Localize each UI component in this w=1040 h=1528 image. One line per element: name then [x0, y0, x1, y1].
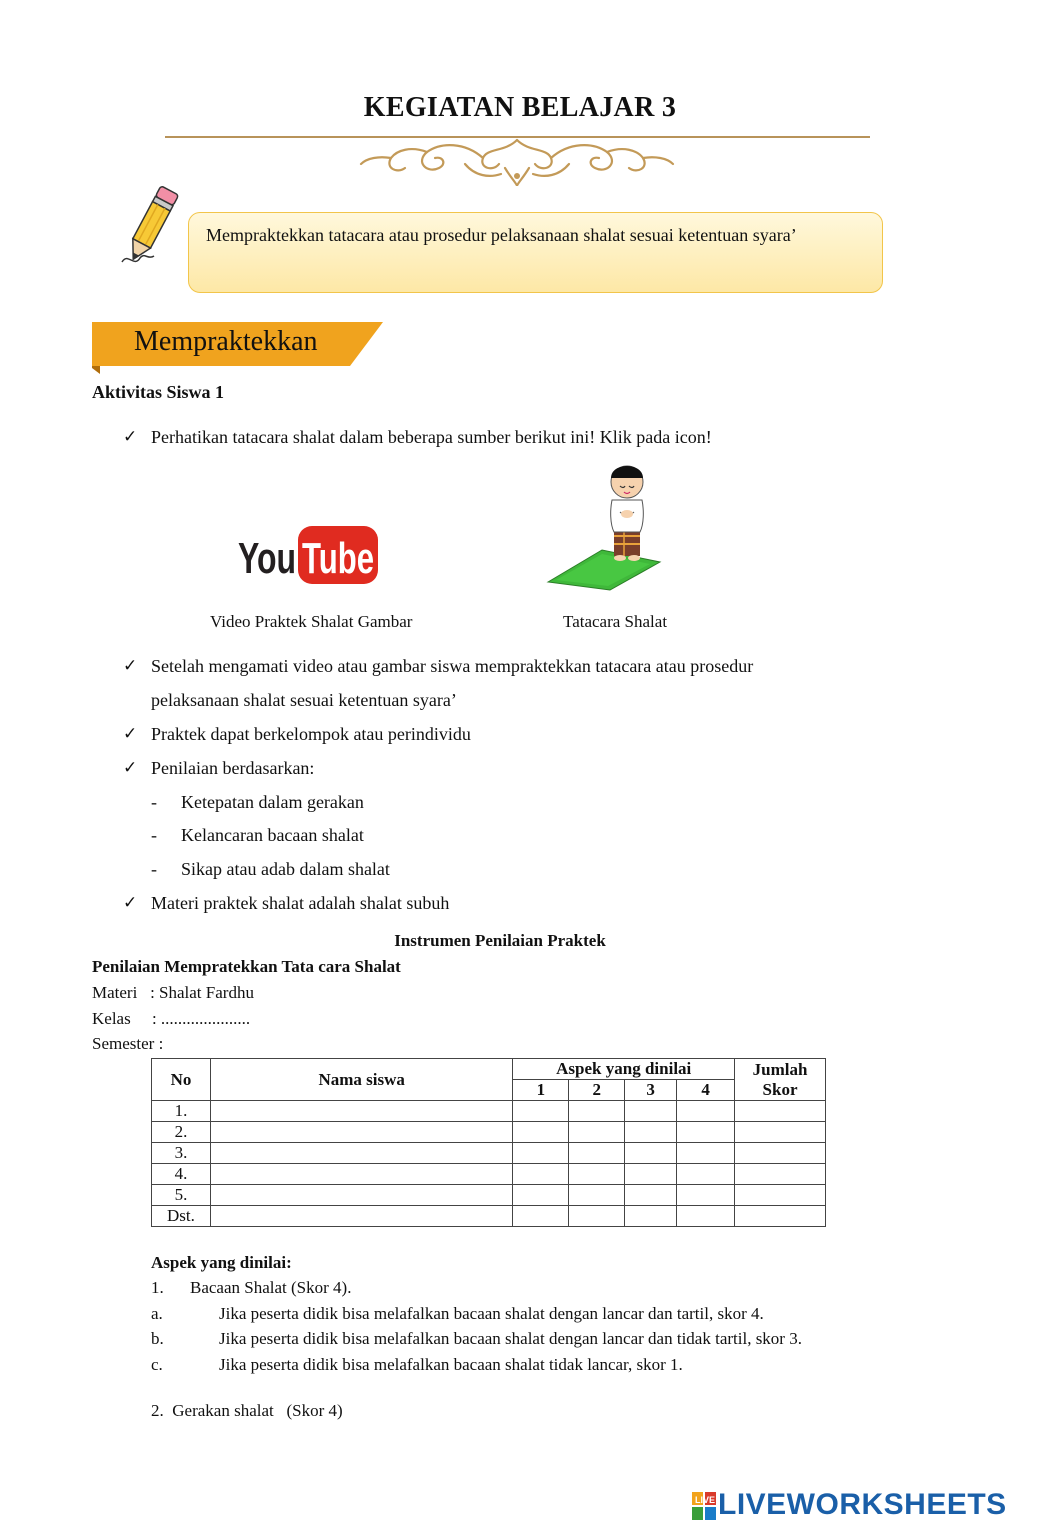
intro-text: Perhatikan tatacara shalat dalam beberapa sumber berikut ini! Klik pada icon!: [151, 427, 712, 447]
row-number: 4.: [152, 1164, 211, 1185]
total-cell[interactable]: [735, 1101, 826, 1122]
score-cell[interactable]: [625, 1101, 677, 1122]
liveworksheets-logo[interactable]: LIVEWORKSHEETS: [718, 1488, 1007, 1521]
page-title: KEGIATAN BELAJAR 3: [363, 92, 677, 123]
aspect-item: Bacaan Shalat (Skor 4).: [190, 1278, 352, 1297]
materi-line: Materi : Shalat Fardhu: [92, 983, 254, 1002]
score-cell[interactable]: [625, 1164, 677, 1185]
total-cell[interactable]: [735, 1122, 826, 1143]
name-cell[interactable]: [210, 1164, 512, 1185]
sub-criterion: Jika peserta didik bisa melafalkan bacaan shalat dengan lancar dan tidak tartil, skor 3.: [219, 1329, 802, 1348]
check-icon: ✓: [123, 724, 138, 743]
table-row: [152, 1101, 826, 1122]
sub-bullet-item: Sikap atau adab dalam shalat: [181, 859, 390, 879]
section-label: Mempraktekkan: [134, 326, 318, 357]
aspects-heading: Aspek yang dinilai:: [151, 1253, 292, 1272]
col-header-total-line2: Skor: [762, 1079, 798, 1099]
aspect-number: 2: [569, 1080, 625, 1101]
name-cell[interactable]: [210, 1143, 512, 1164]
sub-letter: a.: [151, 1304, 163, 1323]
dash-marker: -: [151, 859, 157, 879]
sub-letter: b.: [151, 1329, 164, 1348]
row-number: 3.: [152, 1143, 211, 1164]
sub-bullet-item: Ketepatan dalam gerakan: [181, 792, 364, 812]
dash-marker: -: [151, 792, 157, 812]
media-caption-video: Video Praktek Shalat Gambar: [210, 612, 413, 631]
col-header-name: Nama siswa: [210, 1059, 512, 1101]
col-header-aspect: Aspek yang dinilai: [513, 1059, 735, 1080]
sub-letter: c.: [151, 1355, 163, 1374]
score-table: [151, 1058, 826, 1227]
bullet-item: Setelah mengamati video atau gambar siswa mempraktekkan tatacara atau prosedur: [151, 656, 754, 676]
score-cell[interactable]: [625, 1206, 677, 1227]
score-cell[interactable]: [513, 1143, 569, 1164]
dash-marker: -: [151, 825, 157, 845]
score-cell[interactable]: [513, 1185, 569, 1206]
pencil-icon: [112, 178, 187, 270]
check-icon: ✓: [123, 893, 138, 912]
score-cell[interactable]: [677, 1101, 735, 1122]
table-row: [152, 1122, 826, 1143]
bullet-item: Praktek dapat berkelompok atau perindividu: [151, 724, 471, 744]
score-cell[interactable]: [677, 1185, 735, 1206]
check-icon: ✓: [123, 758, 138, 777]
kelas-line: Kelas : .....................: [92, 1009, 251, 1028]
score-cell[interactable]: [569, 1206, 625, 1227]
aspect-number: 1.: [151, 1278, 164, 1297]
name-cell[interactable]: [210, 1206, 512, 1227]
name-cell[interactable]: [210, 1101, 512, 1122]
score-cell[interactable]: [569, 1101, 625, 1122]
objective-text: Mempraktekkan tatacara atau prosedur pelaksanaan shalat sesuai ketentuan syara’: [206, 225, 797, 245]
row-number: 1.: [152, 1101, 211, 1122]
logo-mark-letters: LIVE: [695, 1495, 716, 1505]
score-cell[interactable]: [569, 1122, 625, 1143]
check-icon: ✓: [123, 656, 138, 675]
svg-text:Tube: Tube: [302, 534, 374, 583]
bullet-item: Materi praktek shalat adalah shalat subuh: [151, 893, 450, 913]
col-header-no: No: [152, 1059, 211, 1101]
youtube-icon[interactable]: [238, 524, 380, 586]
score-cell[interactable]: [513, 1164, 569, 1185]
score-cell[interactable]: [677, 1164, 735, 1185]
score-cell[interactable]: [569, 1185, 625, 1206]
row-number: Dst.: [152, 1206, 211, 1227]
sub-bullet-item: Kelancaran bacaan shalat: [181, 825, 364, 845]
name-cell[interactable]: [210, 1122, 512, 1143]
score-cell[interactable]: [513, 1206, 569, 1227]
score-cell[interactable]: [677, 1206, 735, 1227]
score-cell[interactable]: [677, 1143, 735, 1164]
instrument-title: Instrumen Penilaian Praktek: [394, 931, 606, 950]
score-cell[interactable]: [625, 1122, 677, 1143]
col-header-total: [735, 1059, 826, 1101]
activity-heading: Aktivitas Siswa 1: [92, 382, 225, 402]
ornament-divider: [165, 128, 870, 190]
table-row: [152, 1143, 826, 1164]
aspect-item: 2. Gerakan shalat (Skor 4): [151, 1401, 343, 1420]
total-cell[interactable]: [735, 1164, 826, 1185]
table-row: [152, 1206, 826, 1227]
total-cell[interactable]: [735, 1206, 826, 1227]
score-cell[interactable]: [677, 1122, 735, 1143]
score-cell[interactable]: [513, 1122, 569, 1143]
instrument-subtitle: Penilaian Mempratekkan Tata cara Shalat: [92, 957, 401, 976]
bullet-item-continued: pelaksanaan shalat sesuai ketentuan syara’: [151, 690, 457, 710]
objective-box: [188, 212, 883, 293]
table-row: [152, 1185, 826, 1206]
sub-criterion: Jika peserta didik bisa melafalkan bacaan shalat dengan lancar dan tartil, skor 4.: [219, 1304, 764, 1323]
aspect-number: 3: [625, 1080, 677, 1101]
semester-line: Semester :: [92, 1034, 164, 1053]
aspect-number: 4: [677, 1080, 735, 1101]
bullet-item: Penilaian berdasarkan:: [151, 758, 315, 778]
aspect-number: 1: [513, 1080, 569, 1101]
check-icon: ✓: [123, 427, 138, 446]
liveworksheets-logo-icon: [692, 1492, 716, 1520]
score-cell[interactable]: [625, 1185, 677, 1206]
table-row: [152, 1164, 826, 1185]
total-cell[interactable]: [735, 1185, 826, 1206]
media-caption-guide: Tatacara Shalat: [563, 612, 668, 631]
score-cell[interactable]: [569, 1164, 625, 1185]
total-cell[interactable]: [735, 1143, 826, 1164]
sub-criterion: Jika peserta didik bisa melafalkan bacaan shalat tidak lancar, skor 1.: [219, 1355, 683, 1374]
score-cell[interactable]: [625, 1143, 677, 1164]
name-cell[interactable]: [210, 1185, 512, 1206]
col-header-total-line1: Jumlah: [752, 1059, 808, 1079]
row-number: 5.: [152, 1185, 211, 1206]
row-number: 2.: [152, 1122, 211, 1143]
score-cell[interactable]: [569, 1143, 625, 1164]
score-cell[interactable]: [513, 1101, 569, 1122]
svg-text:You: You: [238, 534, 296, 583]
praying-child-icon[interactable]: [548, 458, 663, 590]
